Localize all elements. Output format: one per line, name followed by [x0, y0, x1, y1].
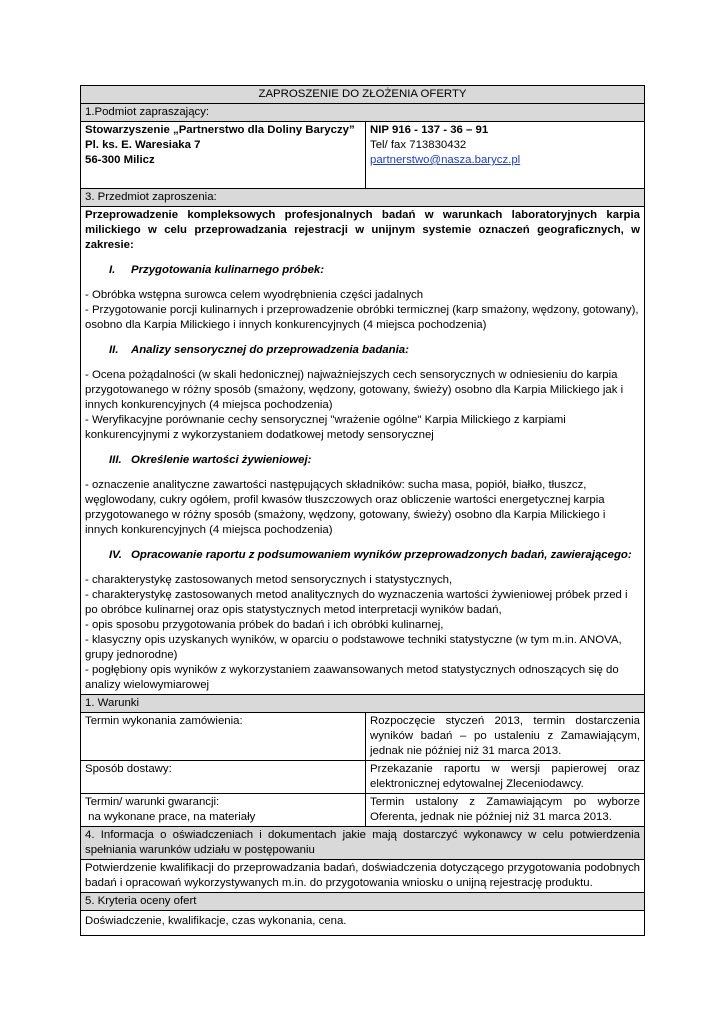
offer-table — [80, 85, 645, 936]
list-item: - klasyczny opis uzyskanych wyników, w oparciu o podstawowe techniki statystyczne (w tym m.in. ANOVA, grupy jednorodne) — [85, 634, 622, 661]
informacja-header: 4. Informacja o oświadczeniach i dokumentach jakie mają dostarczyć wykonawcy w celu potwierdzenia spełniania warunków udziału w postępowaniu — [81, 827, 645, 860]
podmiot-contact — [366, 122, 645, 189]
list-item: - Przygotowanie porcji kulinarnych i przeprowadzenie obróbki termicznej (karp smażony, wędzony, gotowany), osobno dla Karpia Milickiego i innych konkurencyjnych (4 miejsca pochodzenia) — [85, 304, 639, 331]
organization-nip: NIP 916 - 137 - 36 – 91 — [370, 124, 489, 136]
organization-email-link[interactable]: partnerstwo@nasza.barycz.pl — [370, 154, 521, 166]
organization-phone: Tel/ fax 713830432 — [370, 139, 467, 151]
list-item: - Obróbka wstępna surowca celem wyodrębnienia części jadalnych — [85, 289, 424, 301]
organization-street: Pl. ks. E. Waresiaka 7 — [85, 139, 201, 151]
section-title: IV. Opracowanie raportu z podsumowaniem wyników przeprowadzonych badań, zawierającego: — [109, 549, 632, 561]
przedmiot-body — [81, 207, 645, 695]
section-title: II. Analizy sensorycznej do przeprowadzenia badania: — [109, 344, 409, 356]
section-title: III. Określenie wartości żywieniowej: — [109, 454, 312, 466]
document-title: ZAPROSZENIE DO ZŁOŻENIA OFERTY — [81, 86, 645, 104]
list-item: - charakterystykę zastosowanych metod sensorycznych i statystycznych, — [85, 574, 453, 586]
list-item: - Weryfikacyjne porównanie cechy sensorycznej "wrażenie ogólne" Karpia Milickiego z karpiami konkurencyjnymi z wykorzystaniem dodatkowej metody sensorycznej — [85, 414, 566, 441]
list-item: - opis sposobu przygotowania próbek do badań i ich obróbki kulinarnej, — [85, 619, 444, 631]
warunki-label: Termin/ warunki gwarancji: na wykonane prace, na materiały — [81, 794, 366, 827]
list-item: - oznaczenie analityczne zawartości następujących składników: sucha masa, popiół, białko, tłuszcz, węglowodany, cukry ogółem, profil kwasów tłuszczowych oraz obliczenie wartości energetycznej karpia przygotowanego w różny sposób (smażony, wędzony, gotowany, świeży) osobno dla Karpia Milickiego i innych konkurencyjnych (4 miejsca pochodzenia) — [85, 479, 606, 536]
warunki-value: Przekazanie raportu w wersji papierowej oraz elektronicznej edytowalnej Zleceniodawcy. — [366, 761, 645, 794]
organization-city: 56-300 Milicz — [85, 154, 155, 166]
warunki-label: Sposób dostawy: — [81, 761, 366, 794]
podmiot-address — [81, 122, 366, 189]
warunki-label: Termin wykonania zamówienia: — [81, 713, 366, 761]
warunki-value: Termin ustalony z Zamawiającym po wyborze Oferenta, jednak nie później niż 31 marca 2013. — [366, 794, 645, 827]
document — [80, 85, 644, 936]
organization-name: Stowarzyszenie „Partnerstwo dla Doliny Baryczy” — [85, 124, 355, 136]
list-item: - charakterystykę zastosowanych metod analitycznych do wyznaczenia wartości żywieniowej próbek przed i po obróbce kulinarnej oraz opis statystycznych metod interpretacji wyników badań, — [85, 589, 628, 616]
list-item: - Ocena pożądalności (w skali hedonicznej) najważniejszych cech sensorycznych w odniesieniu do karpia przygotowanego w różny sposób (smażony, wędzony, gotowany, świeży) osobno dla Karpia Milickiego jak i innych konkurencyjnych (4 miejsca pochodzenia) — [85, 369, 624, 411]
section-title: I. Przygotowania kulinarnego próbek: — [109, 264, 325, 276]
list-item: - pogłębiony opis wyników z wykorzystaniem zaawansowanych metod statystycznych odnoszących się do analizy wielowymiarowej — [85, 664, 619, 691]
kryteria-header: 5. Kryteria oceny ofert — [81, 893, 645, 911]
warunki-header: 1. Warunki — [81, 695, 645, 713]
informacja-text: Potwierdzenie kwalifikacji do przeprowadzania badań, doświadczenia dotyczącego przygotowania podobnych badań i opracowań wykorzystywanych m.in. do przygotowania wniosku o unijną rejestrację produktu. — [81, 860, 645, 893]
podmiot-header: 1.Podmiot zapraszający: — [81, 104, 645, 122]
warunki-value: Rozpoczęcie styczeń 2013, termin dostarczenia wyników badań – po ustaleniu z Zamawiającym, jednak nie później niż 31 marca 2013. — [366, 713, 645, 761]
przedmiot-intro: Przeprowadzenie kompleksowych profesjonalnych badań w warunkach laboratoryjnych karpia milickiego w celu przeprowadzania rejestracji w unijnym systemie oznaczeń geograficznych, w zakresie: — [85, 209, 640, 251]
kryteria-text: Doświadczenie, kwalifikacje, czas wykonania, cena. — [81, 911, 645, 936]
przedmiot-header: 3. Przedmiot zaproszenia: — [81, 189, 645, 207]
